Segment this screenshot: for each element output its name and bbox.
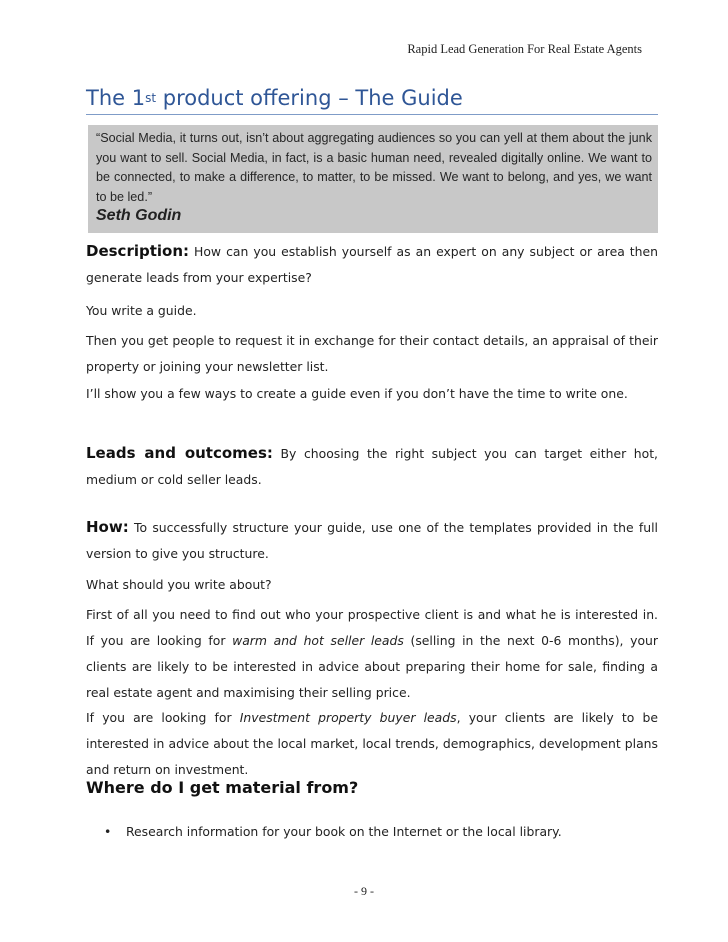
invest-text-b: , your clients are likely to be interested in advice about the local market, local trends, demographics, development plans and return on investment. bbox=[86, 710, 659, 777]
description-text: How can you establish yourself as an expert on any subject or area then generate leads from your expertise? bbox=[86, 244, 658, 285]
quote-text: “Social Media, it turns out, isn’t about aggregating audiences so you can yell at them about the junk you want to sell. Social Media, in fact, is a basic human need, revealed digitally online. We want to be connected, to make a difference, to matter, to be missed. We want to belong, and yes, we want to be led.” bbox=[96, 131, 652, 204]
paragraph-what: What should you write about? bbox=[86, 577, 272, 592]
paragraph-show: I’ll show you a few ways to create a guide even if you don’t have the time to write one. bbox=[86, 386, 628, 401]
title-superscript: st bbox=[145, 91, 157, 105]
paragraph-first bbox=[86, 602, 658, 706]
leads-text: By choosing the right subject you can target either hot, medium or cold seller leads. bbox=[86, 446, 658, 487]
quote-author: Seth Godin bbox=[96, 207, 182, 225]
page-title bbox=[86, 86, 658, 115]
paragraph-request: Then you get people to request it in exchange for their contact details, an appraisal of their property or joining your newsletter list. bbox=[86, 333, 658, 374]
how-text: To successfully structure your guide, use one of the templates provided in the full version to give you structure. bbox=[86, 520, 658, 561]
running-header: Rapid Lead Generation For Real Estate Agents bbox=[407, 42, 642, 56]
page-number: - 9 - bbox=[354, 884, 374, 898]
title-suffix: product offering – The Guide bbox=[156, 86, 463, 110]
how-lead: How: bbox=[86, 518, 129, 536]
leads-paragraph bbox=[86, 440, 658, 493]
leads-lead: Leads and outcomes: bbox=[86, 444, 273, 462]
first-text-a: First of all you need to find out who your prospective client is and what he is interested in. If you are looking for bbox=[86, 607, 658, 648]
bullet-text: Research information for your book on the Internet or the local library. bbox=[126, 824, 562, 839]
bullet-list-item bbox=[104, 824, 562, 839]
paragraph-investment bbox=[86, 705, 658, 783]
first-text-b: (selling in the next 0-6 months), your clients are likely to be interested in advice about preparing their home for sale, finding a real estate agent and maximising their selling price. bbox=[86, 633, 658, 700]
paragraph-write-guide: You write a guide. bbox=[86, 303, 197, 318]
title-prefix: The 1 bbox=[86, 86, 146, 110]
description-lead: Description: bbox=[86, 242, 190, 260]
first-emphasis: warm and hot seller leads bbox=[232, 633, 404, 648]
invest-emphasis: Investment property buyer leads bbox=[239, 710, 457, 725]
how-paragraph bbox=[86, 514, 658, 567]
invest-text-a: If you are looking for bbox=[86, 710, 240, 725]
description-paragraph bbox=[86, 238, 658, 291]
section-heading: Where do I get material from? bbox=[86, 778, 359, 797]
quote-box bbox=[88, 125, 658, 233]
bullet-icon: • bbox=[104, 824, 112, 839]
